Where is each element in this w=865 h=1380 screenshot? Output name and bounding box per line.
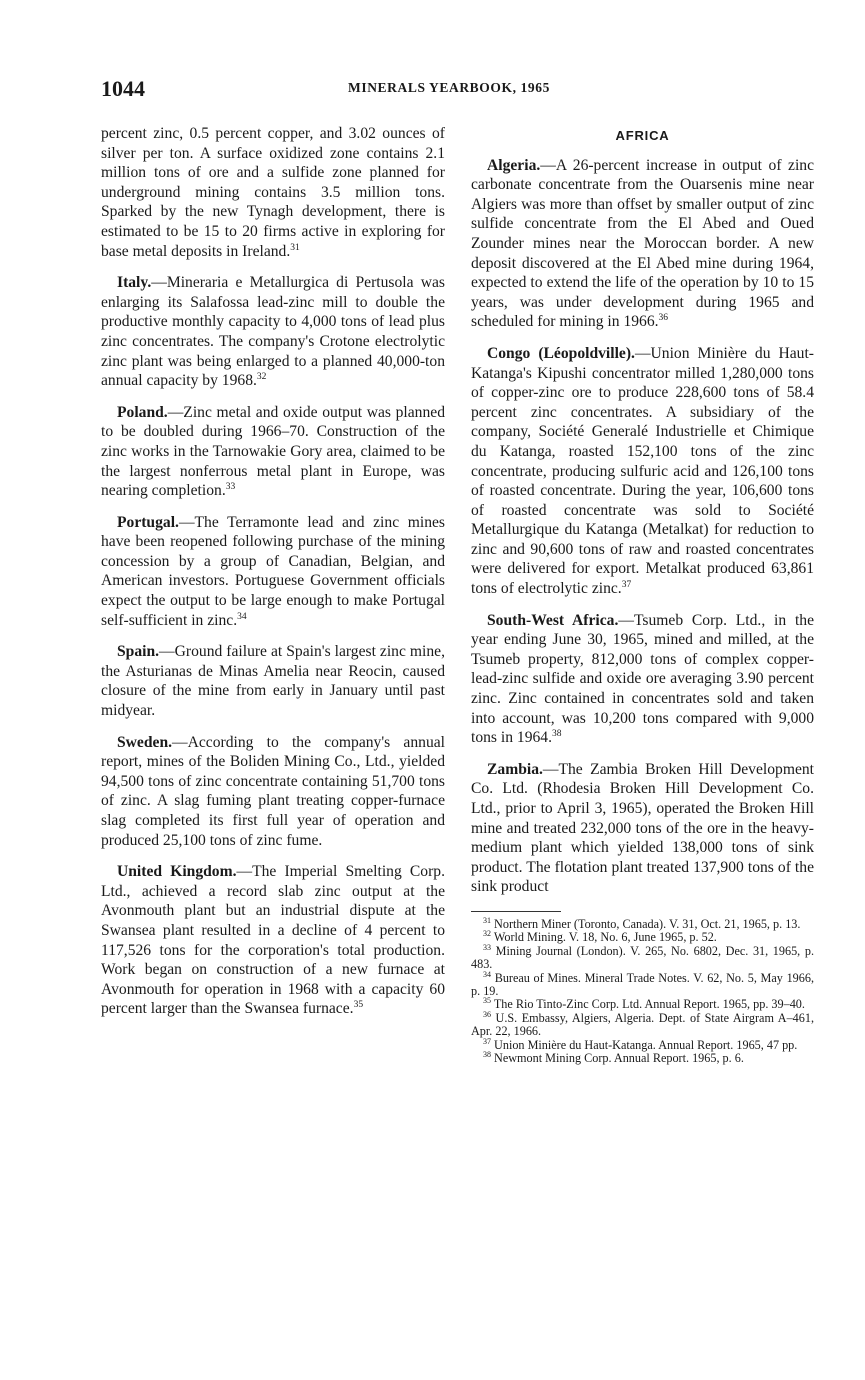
footnote-32: $^{32}$ World Mining. V. 18, No. 6, June 1965, p. 52. <box>483 929 717 945</box>
footnote-ref: 31 <box>290 242 300 253</box>
paragraph-spain: Spain.—Ground failure at Spain's largest zinc mine, the Asturianas de Minas Amelia near Reocin, caused closure of the mine from early in January until past midyear. <box>101 643 445 720</box>
country-heading: Spain. <box>117 643 160 661</box>
left-column <box>101 124 445 1031</box>
footnote-divider <box>471 911 561 912</box>
country-heading: Algeria. <box>487 156 541 174</box>
footnote-38: $^{38}$ Newmont Mining Corp. Annual Report. 1965, p. 6. <box>483 1049 744 1066</box>
footnote-31: $^{31}$ Northern Miner (Toronto, Canada). V. 31, Oct. 21, 1965, p. 13. <box>483 915 801 931</box>
country-heading: Portugal. <box>117 513 179 531</box>
paragraph-congo: Congo (Léopoldville).—Union Minière du Haut-Katanga's Kipushi concentrator milled 1,280,000 tons of copper-zinc ore to produce 228,600 tons of 58.4 percent zinc concentrates. A subsidiary of the company, Société Generalé Industrielle et Chimique du Katanga, roasted 152,100 tons of the zinc concentrate, producing sulfuric acid and 126,100 tons of roasted concentrate. During the year, 106,600 tons of roasted concentrate was sold to Société Metallurgique du Katanga (Metalkat) for reduction to zinc and 90,600 tons of raw and roasted concentrates were delivered for export. Metalkat produced 63,861 tons of electrolytic zinc.$^{37}$ <box>471 344 814 598</box>
footnote-37: $^{37}$ Union Minière du Haut-Katanga. Annual Report. 1965, 47 pp. <box>483 1036 798 1052</box>
paragraph-zambia: Zambia.—The Zambia Broken Hill Development Co. Ltd. (Rhodesia Broken Hill Development Co. Ltd., prior to April 3, 1965), operated the Broken Hill mine and treated 232,000 tons of the ore in the heavy-medium plant which yielded 138,000 tons of sink product. The flotation plant treated 137,900 tons of the sink product <box>471 760 814 896</box>
country-heading: Italy. <box>117 274 152 292</box>
country-heading: Congo (Léopoldville). <box>487 344 635 362</box>
paragraph-south-west-africa: South-West Africa.—Tsumeb Corp. Ltd., in the year ending June 30, 1965, mined and milled, at the Tsumeb property, 812,000 tons of complex copper-lead-zinc sulfide and oxide ore averaging 3.90 percent zinc. Zinc contained in concentrates sold and taken into account, was 10,200 tons compared with 9,000 tons in 1964.38 <box>471 611 814 747</box>
footnote-ref: 32 <box>256 371 267 382</box>
footnotes <box>471 915 815 1066</box>
running-head: MINERALS YEARBOOK, 1965 <box>348 80 550 95</box>
right-column <box>471 124 814 1065</box>
footnote-36: $^{36}$ U.S. Embassy, Algiers, Algeria. Dept. of State Airgram A–461, Apr. 22, 1966. <box>471 1009 815 1039</box>
country-heading: Sweden. <box>117 733 173 751</box>
paragraph-united-kingdom: United Kingdom.—The Imperial Smelting Corp. Ltd., achieved a record slab zinc output at the Avonmouth plant but an industrial dispute at the Swansea plant resulted in a decline of 4 percent to 117,526 tons for the corporation's total production. Work began on construction of a new furnace at Avonmouth for operation in 1968 with a capacity 60 percent larger than the Swansea furnace.$^{35}$ <box>101 863 445 1018</box>
footnote-ref: 34 <box>237 611 247 622</box>
country-heading: Zambia. <box>487 760 543 778</box>
footnote-ref: 38 <box>552 729 562 740</box>
footnote-34: $^{34}$ Bureau of Mines. Mineral Trade Notes. V. 62, No. 5, May 1966, p. 19. <box>471 969 815 998</box>
paragraph-italy: Italy.—Mineraria e Metallurgica di Pertusola was enlarging its Salafossa lead-zinc mill to double the productive monthly capacity to 4,000 tons of lead plus zinc concentrates. The company's Crotone electrolytic zinc plant was being enlarged to a planned 40,000-ton annual capacity by 1968.32 <box>101 274 445 390</box>
footnote-ref: 37 <box>621 579 632 590</box>
footnote-ref: 36 <box>658 313 669 324</box>
country-heading: Poland. <box>117 403 168 421</box>
footnote-33: $^{33}$ Mining Journal (London). V. 265, No. 6802, Dec. 31, 1965, p. 483. <box>471 942 815 972</box>
footnote-ref: 33 <box>225 481 236 492</box>
paragraph-algeria: Algeria.—A 26-percent increase in output of zinc carbonate concentrate from the Ouarsenis mine near Algiers was more than offset by smaller output of zinc sulfide concentrate from the El Abed and Oued Zounder mines near the Moroccan border. A new deposit discovered at the El Abed mine during 1964, expected to extend the life of the operation by 10 to 15 years, was under development during 1965 and scheduled for mining in 1966.36 <box>471 156 814 331</box>
page-number: 1044 <box>101 76 145 101</box>
footnote-ref: 35 <box>353 1000 364 1011</box>
footnote-35: $^{35}$ The Rio Tinto-Zinc Corp. Ltd. Annual Report. 1965, pp. 39–40. <box>483 996 805 1012</box>
country-heading: United Kingdom. <box>117 863 237 881</box>
paragraph-poland: Poland.—Zinc metal and oxide output was planned to be doubled during 1966–70. Construction of the zinc works in the Tarnowakie Gory area, claimed to be the largest nonferrous metal plant in Europe, was nearing completion.$^{33}$ <box>101 403 445 500</box>
paragraph-portugal: Portugal.—The Terramonte lead and zinc mines have been reopened following purchase of the mining concession by a group of Canadian, Belgian, and American investors. Portuguese Government officials expect the output to be large enough to make Portugal self-sufficient in zinc.$^{34}$ <box>101 513 445 629</box>
country-heading: South-West Africa. <box>487 611 619 629</box>
paragraph-ireland-continued: percent zinc, 0.5 percent copper, and 3.02 ounces of silver per ton. A surface oxidized zone contains 2.1 million tons of ore and a sulfide zone planned for underground mining contains 3.5 million tons. Sparked by the new Tynagh development, there is estimated to be 15 to 20 firms active in exploring for base metal deposits in Ireland.$^{31}$ <box>101 125 445 260</box>
section-title: AFRICA <box>615 128 670 143</box>
paragraph-sweden: Sweden.—According to the company's annual report, mines of the Boliden Mining Co., Ltd., yielded 94,500 tons of zinc concentrate containing 51,700 tons of zinc. A slag fuming plant treating copper-furnace slag completed its first full year of operation and produced 25,100 tons of zinc fume. <box>101 733 445 849</box>
